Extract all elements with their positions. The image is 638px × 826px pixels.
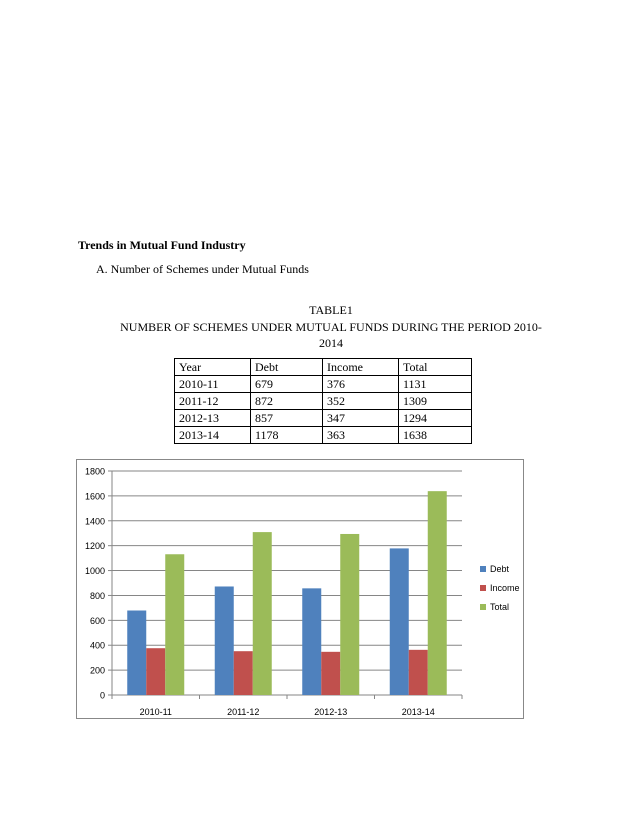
y-tick-label: 1400 xyxy=(84,516,105,527)
y-tick-label: 600 xyxy=(89,615,105,626)
table-row xyxy=(175,376,472,393)
legend-label-debt: Debt xyxy=(490,564,510,574)
table-cell: 1309 xyxy=(399,393,472,410)
x-tick-label: 2012-13 xyxy=(314,707,348,717)
table-cell: 2012-13 xyxy=(175,410,251,427)
y-tick-label: 200 xyxy=(89,665,105,676)
table-cell: 1131 xyxy=(399,376,472,393)
table-row xyxy=(175,427,472,444)
header-cell-income: Income xyxy=(323,359,399,376)
x-tick-label: 2011-12 xyxy=(227,707,260,717)
bar-total-2012-13 xyxy=(340,534,359,695)
bar-total-2010-11 xyxy=(165,554,184,695)
y-tick-label: 1600 xyxy=(84,491,105,502)
subsection-heading: A. Number of Schemes under Mutual Funds xyxy=(96,262,309,276)
chart-frame xyxy=(76,459,524,719)
legend-label-income: Income xyxy=(490,583,520,593)
table-label: TABLE1 xyxy=(309,303,353,317)
x-tick-label: 2013-14 xyxy=(401,707,435,717)
table-cell: 347 xyxy=(323,410,399,427)
table-cell: 1638 xyxy=(399,427,472,444)
x-tick-label: 2010-11 xyxy=(139,707,172,717)
y-tick-label: 400 xyxy=(89,640,105,651)
bar-debt-2012-13 xyxy=(302,588,321,695)
table-cell: 363 xyxy=(323,427,399,444)
bar-income-2012-13 xyxy=(321,652,340,695)
legend-swatch-income xyxy=(480,585,486,591)
table-cell: 352 xyxy=(323,393,399,410)
legend-label-total: Total xyxy=(490,602,510,612)
legend-swatch-debt xyxy=(480,566,486,572)
header-cell-total: Total xyxy=(399,359,472,376)
table-cell: 1178 xyxy=(251,427,323,444)
table-cell: 857 xyxy=(251,410,323,427)
bar-total-2013-14 xyxy=(428,491,447,695)
section-heading: Trends in Mutual Fund Industry xyxy=(78,238,246,252)
table-cell: 2011-12 xyxy=(175,393,251,410)
bar-debt-2010-11 xyxy=(127,611,146,695)
bar-income-2010-11 xyxy=(146,648,165,695)
schemes-table xyxy=(174,358,472,444)
bar-income-2011-12 xyxy=(234,651,253,695)
table-title: NUMBER OF SCHEMES UNDER MUTUAL FUNDS DURING THE PERIOD 2010- xyxy=(120,320,542,334)
table-cell: 2010-11 xyxy=(175,376,251,393)
table-cell: 2013-14 xyxy=(175,427,251,444)
bar-total-2011-12 xyxy=(253,532,272,695)
header-cell-year: Year xyxy=(175,359,251,376)
table-title-continued: 2014 xyxy=(319,336,343,350)
y-tick-label: 1800 xyxy=(84,466,105,477)
y-tick-label: 1200 xyxy=(84,541,105,552)
table-row xyxy=(175,410,472,427)
y-tick-label: 800 xyxy=(89,590,105,601)
y-tick-label: 0 xyxy=(99,690,105,701)
y-tick-label: 1000 xyxy=(84,566,105,577)
table-cell: 872 xyxy=(251,393,323,410)
bar-debt-2011-12 xyxy=(215,586,234,695)
bar-income-2013-14 xyxy=(409,650,428,695)
bar-debt-2013-14 xyxy=(390,548,409,695)
table-cell: 1294 xyxy=(399,410,472,427)
legend-swatch-total xyxy=(480,604,486,610)
table-cell: 376 xyxy=(323,376,399,393)
header-cell-debt: Debt xyxy=(251,359,323,376)
bar-chart xyxy=(77,460,523,718)
table-header-row xyxy=(175,359,472,376)
table-cell: 679 xyxy=(251,376,323,393)
table-row xyxy=(175,393,472,410)
